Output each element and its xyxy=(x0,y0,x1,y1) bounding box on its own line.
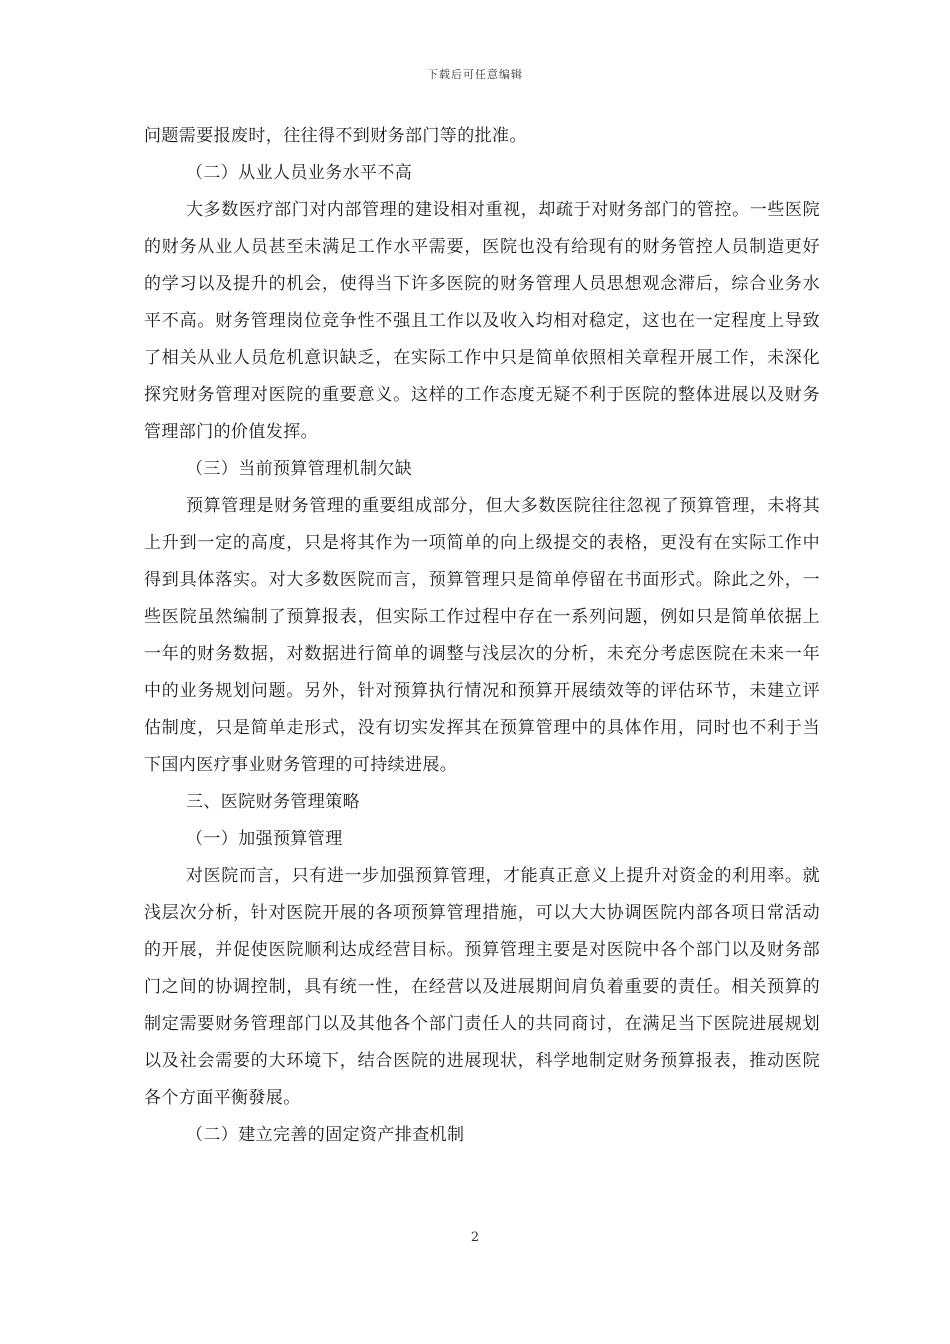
chapter-heading-3: 三、医院财务管理策略 xyxy=(186,792,360,812)
section-heading-3: （三）当前预算管理机制欠缺 xyxy=(186,459,413,479)
section-heading-2: （二）从业人员业务水平不高 xyxy=(186,163,413,183)
document-body xyxy=(144,118,820,1154)
page-header: 下载后可任意编辑 xyxy=(427,68,523,81)
paragraph-4: 对医院而言，只有进一步加强预算管理，才能真正意义上提升对资金的利用率。就浅层次分析，针对医院开展的各项预算管理措施，可以大大协调医院内部各项日常活动的开展，并促使医院顺利达成经营目标。预算管理主要是对医院中各个部门以及财务部门之间的协调控制，具有统一性，在经营以及进展期间肩负着重要的责任。相关预算的制定需要财务管理部门以及其他各个部门责任人的共同商讨，在满足当下医院进展规划以及社会需要的大环境下，结合医院的进展现状，科学地制定财务预算报表，推动医院各个方面平衡發展。 xyxy=(144,866,820,1108)
paragraph-2: 大多数医疗部门对内部管理的建设相对重视，却疏于对财务部门的管控。一些医院的财务从业人员甚至未满足工作水平需要，医院也没有给现有的财务管控人员制造更好的学习以及提升的机会，使得当下许多医院的财务管理人员思想观念滞后，综合业务水平不高。财务管理岗位竞争性不强且工作以及收入均相对稳定，这也在一定程度上导致了相关从业人员危机意识缺乏，在实际工作中只是简单依照相关章程开展工作，未深化探究财务管理对医院的重要意义。这样的工作态度无疑不利于医院的整体进展以及财务管理部门的价值发挥。 xyxy=(144,200,820,442)
paragraph-3: 预算管理是财务管理的重要组成部分，但大多数医院往往忽视了预算管理，未将其上升到一定的高度，只是将其作为一项简单的向上级提交的表格，更没有在实际工作中得到具体落实。对大多数医院而言，预算管理只是简单停留在书面形式。除此之外，一些医院虽然编制了预算报表，但实际工作过程中存在一系列问题，例如只是简单依据上一年的财务数据，对数据进行简单的调整与浅层次的分析，未充分考虑医院在未来一年中的业务规划问题。另外，针对预算执行情况和预算开展绩效等的评估环节，未建立评估制度，只是简单走形式，没有切实发挥其在预算管理中的具体作用，同时也不利于当下国内医疗事业财务管理的可持续进展。 xyxy=(144,496,820,775)
paragraph-1: 问题需要报废时，往往得不到财务部门等的批准。 xyxy=(144,126,527,146)
page-number: 2 xyxy=(470,1230,480,1245)
section-heading-3-2: （二）建立完善的固定资产排查机制 xyxy=(186,1125,465,1145)
section-heading-3-1: （一）加强预算管理 xyxy=(186,829,343,849)
